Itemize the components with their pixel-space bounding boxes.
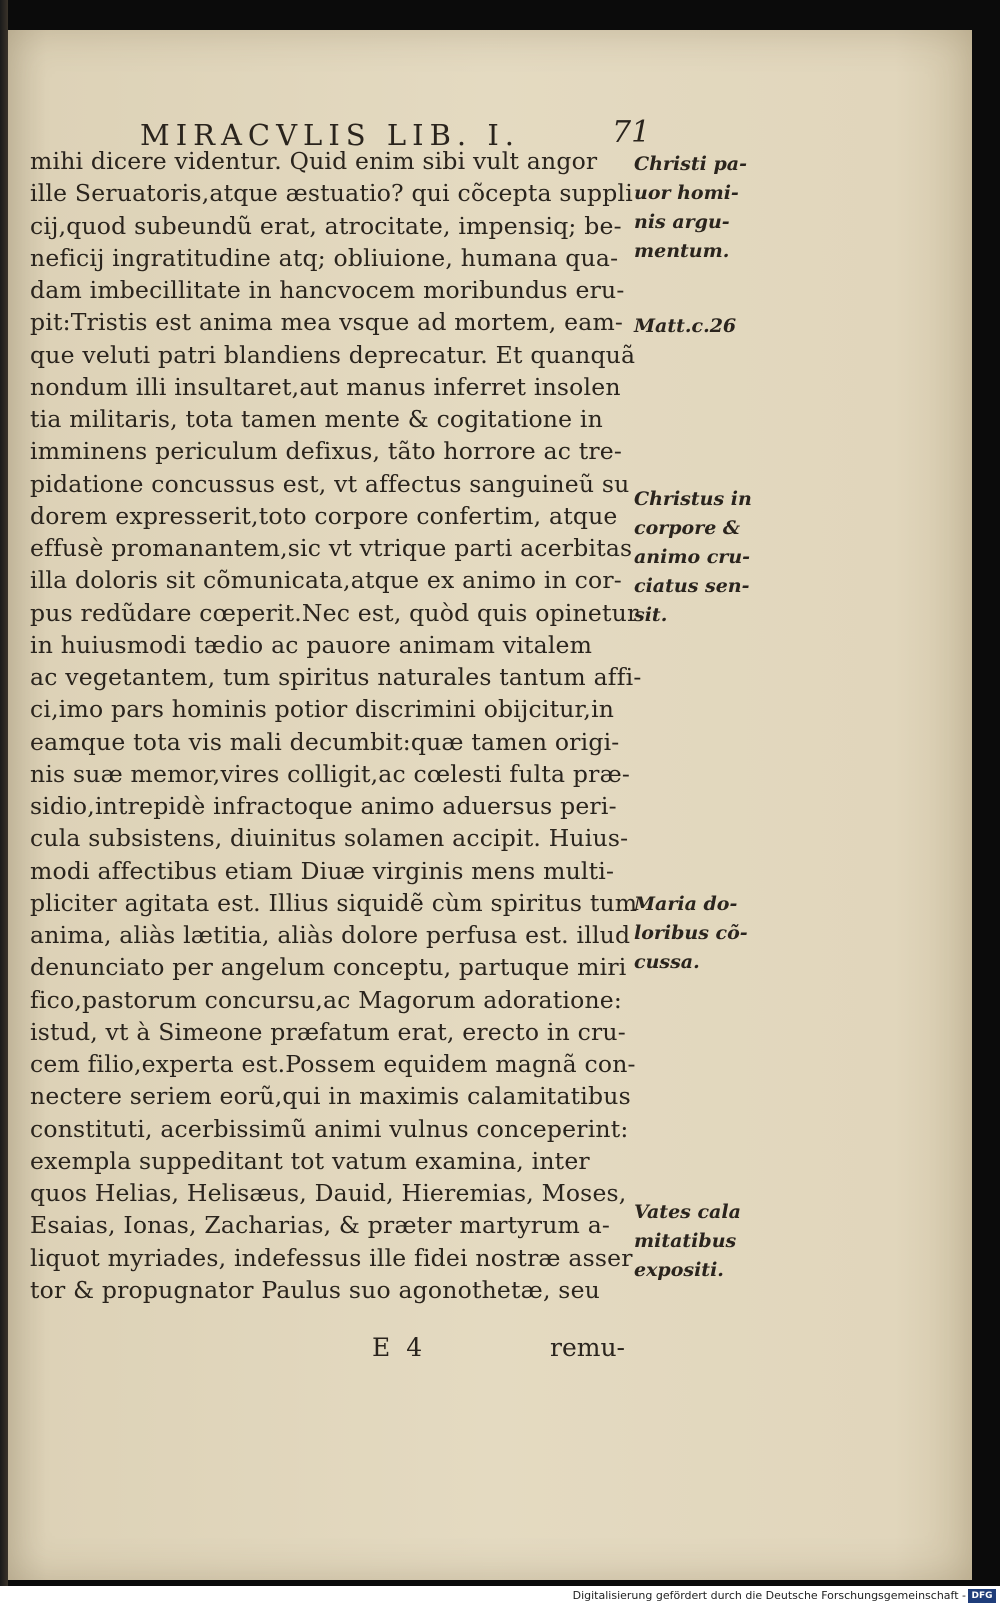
margin-note-christi-pauor (634, 150, 769, 266)
footer-bar (0, 1586, 1000, 1607)
body-line: Esaias, Ionas, Zacharias, & præter martyrum a- (30, 1211, 611, 1240)
margin-note-line: Matt.c.26 (634, 315, 737, 337)
body-line: pidatione concussus est, vt affectus sanguineũ su (30, 469, 630, 498)
margin-note-line: mitatibus (634, 1230, 737, 1252)
signature-mark: E 4 (372, 1333, 427, 1362)
body-line: effusè promanantem,sic vt vtrique parti acerbitas (30, 534, 633, 562)
margin-note-line: ciatus sen- (634, 575, 750, 597)
funding-credit: Digitalisierung gefördert durch die Deutsche Forschungsgemeinschaft - (572, 1589, 966, 1602)
margin-note-line: loribus cõ- (634, 922, 748, 944)
body-line: cem filio,experta est.Possem equidem magnã con- (30, 1050, 636, 1078)
body-line: pus redũdare cœperit.Nec est, quòd quis opinetur (30, 598, 639, 627)
body-line: liquot myriades, indefessus ille fidei nostræ asser (30, 1243, 633, 1272)
body-line: mihi dicere videntur. Quid enim sibi vult angor (30, 147, 598, 175)
body-line: neficij ingratitudine atq; obliuione, humana qua- (30, 243, 619, 272)
margin-note-line: Maria do- (634, 893, 738, 915)
margin-note-line: sit. (634, 604, 668, 626)
body-line: cula subsistens, diuinitus solamen accipit. Huius- (30, 824, 629, 853)
margin-note-line: nis argu- (634, 211, 730, 233)
margin-note-line: Vates cala (634, 1201, 741, 1223)
margin-note-line: cussa. (634, 951, 700, 973)
body-line: tor & propugnator Paulus suo agonothetæ, seu (30, 1275, 601, 1304)
body-line: istud, vt à Simeone præfatum erat, erecto in cru- (30, 1017, 626, 1046)
margin-note-line: mentum. (634, 240, 730, 262)
body-text (30, 145, 642, 1306)
margin-note-christus-cruciatus (634, 485, 769, 630)
body-line: ci,imo pars hominis potior discrimini obijcitur,in (30, 695, 615, 724)
catchword: remu- (550, 1333, 625, 1362)
body-line: que veluti patri blandiens deprecatur. Et quanquã (30, 340, 636, 369)
body-line: anima, aliàs lætitia, aliàs dolore perfusa est. illud (30, 921, 631, 949)
body-line: fico,pastorum concursu,ac Magorum adoratione: (30, 985, 623, 1014)
page-number: 71 (612, 115, 651, 150)
body-line: nondum illi insultaret,aut manus inferret insolen (30, 372, 621, 401)
margin-note-line: Christus in (634, 488, 752, 510)
body-line: modi affectibus etiam Diuæ virginis mens multi- (30, 856, 615, 885)
body-line: denunciato per angelum conceptu, partuque miri (30, 953, 627, 982)
body-line: pliciter agitata est. Illius siquidẽ cùm spiritus tum (30, 888, 638, 917)
margin-note-matthew (634, 312, 769, 341)
margin-note-line: expositi. (634, 1259, 724, 1281)
body-line: exempla suppeditant tot vatum examina, inter (30, 1146, 590, 1175)
body-line: cij,quod subeundũ erat, atrocitate, impensiq; be- (30, 211, 622, 240)
dfg-logo: DFG (968, 1589, 996, 1603)
body-line: dam imbecillitate in hancvocem moribundus eru- (30, 276, 625, 304)
body-line: dorem expresserit,toto corpore confertim, atque (30, 501, 618, 530)
margin-note-line: corpore & (634, 517, 741, 539)
body-line: sidio,intrepidè infractoque animo aduersus peri- (30, 792, 617, 820)
body-line: tia militaris, tota tamen mente & cogitatione in (30, 405, 603, 433)
body-line: ac vegetantem, tum spiritus naturales tantum affi- (30, 663, 642, 691)
margin-note-vates (634, 1198, 769, 1285)
body-line: illa doloris sit cõmunicata,atque ex animo in cor- (30, 566, 622, 595)
margin-note-maria (634, 890, 769, 977)
running-title: MIRACVLIS LIB. I. (140, 118, 520, 152)
body-line: nis suæ memor,vires colligit,ac cœlesti fulta præ- (30, 759, 631, 788)
margin-note-line: animo cru- (634, 546, 751, 568)
book-spine-edge (0, 0, 8, 1586)
body-line: pit:Tristis est anima mea vsque ad mortem, eam- (30, 308, 624, 337)
body-line: ille Seruatoris,atque æstuatio? qui cõcepta suppli (30, 179, 633, 208)
body-line: in huiusmodi tædio ac pauore animam vitalem (30, 630, 593, 659)
margin-note-line: uor homi- (634, 182, 739, 204)
body-line: constituti, acerbissimũ animi vulnus conceperint: (30, 1114, 629, 1143)
body-line: eamque tota vis mali decumbit:quæ tamen origi- (30, 727, 620, 756)
body-line: imminens periculum defixus, tãto horrore ac tre- (30, 437, 623, 466)
margin-note-line: Christi pa- (634, 153, 747, 175)
body-line: quos Helias, Helisæus, Dauid, Hieremias, Moses, (30, 1179, 627, 1207)
body-line: nectere seriem eorũ,qui in maximis calamitatibus (30, 1082, 631, 1111)
